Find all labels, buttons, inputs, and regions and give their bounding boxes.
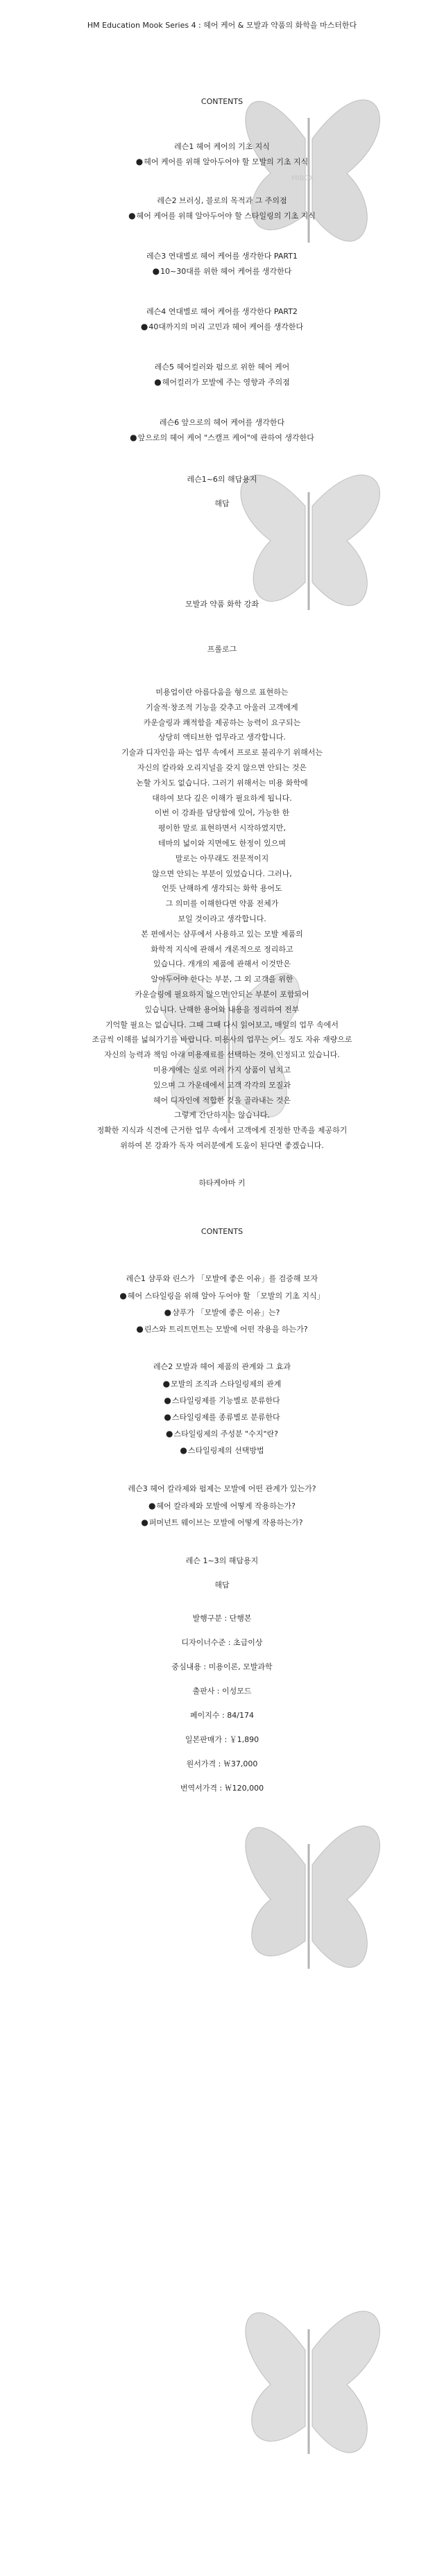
prologue-line: 기술과 디자인을 파는 업무 속에서 프로로 불리우기 위해서는: [121, 748, 323, 758]
book-info-line: 발행구분 : 단행본: [192, 1614, 252, 1623]
book-info-line: 번역서가격 : ￦120,000: [180, 1784, 264, 1793]
prologue-line: 알아두어야 한다는 부분, 그 외 고객을 위한: [151, 975, 293, 984]
author-name: 하타케야마 키: [198, 1178, 246, 1187]
prologue-line: 있습니다. 난해한 용어와 내용을 정리하여 전부: [144, 1004, 300, 1014]
prologue-line: 헤어 디자인에 적합한 것을 골라내는 것은: [153, 1095, 291, 1105]
lesson-subtitle: ● 스타일링제를 기능별로 분류한다: [0, 1395, 444, 1406]
lesson-subtitle: ● 스타일링제의 주성분 "수지"란?: [0, 1429, 444, 1439]
prologue-line: 미용업이란 아름다움을 형으로 표현하는: [155, 688, 289, 697]
prologue-line: 있으며 그 가운데에서 고객 각각의 모질과: [153, 1080, 291, 1090]
lesson-title: 레슨1 헤어 케어의 기초 지식: [174, 142, 270, 151]
prologue-line: 정확한 지식과 식견에 근거한 업무 속에서 고객에게 진정한 만족을 제공하기: [96, 1126, 348, 1135]
prologue-line: 카운슬링에 필요하지 않으면 안되는 부분이 포함되어: [135, 990, 309, 999]
lesson-subtitle: ● 40대까지의 머리 고민과 헤어 케어를 생각한다: [0, 322, 444, 332]
prologue-line: 기술적·창조적 기능을 갖추고 아울러 고객에게: [146, 702, 298, 712]
lesson-subtitle: ● 헤어 스타일링을 위해 알아 두어야 할 「모발의 기초 지식」: [0, 1291, 444, 1301]
book-info-line: 디자이너수준 : 초급이상: [181, 1638, 263, 1647]
answer-sheet-title: 레슨1~6의 해답용지: [187, 475, 257, 484]
prologue-line: 언뜻 난해하게 생각되는 화학 용어도: [162, 884, 282, 894]
contents-heading: CONTENTS: [200, 97, 244, 106]
prologue-line: 상당히 액티브한 업무라고 생각합니다.: [157, 733, 286, 742]
lesson-title: 레슨1 샴푸와 린스가 「모발에 좋은 이유」를 검증해 보자: [126, 1274, 318, 1283]
prologue-line: 테마의 넓이와 지면에도 한정이 있으며: [157, 839, 286, 848]
prologue-line: 이번 이 강좌를 담당함에 있어, 가능한 한: [154, 808, 290, 818]
lesson-subtitle: ● 헤어 케어를 위해 알아두어야 할 모발의 기초 지식: [0, 157, 444, 167]
lesson-title: 레슨2 브러싱, 블로의 목적과 그 주의점: [157, 196, 287, 205]
prologue-line: 조금씩 이해를 넓혀가기를 바랍니다. 미용사의 업무는 어느 정도 자유 재량으로: [92, 1035, 352, 1045]
prologue-line: 카운슬링과 쾌적함을 제공하는 능력이 요구되는: [143, 717, 301, 727]
prologue-line: 말로는 아무래도 전문적이지: [175, 853, 269, 863]
book-info-line: 페이지수 : 84/174: [190, 1711, 254, 1720]
course-title: 모발과 약품 화학 강좌: [185, 600, 259, 609]
lesson-subtitle: ● 린스와 트리트먼트는 모발에 어떤 작용을 하는가?: [0, 1324, 444, 1334]
book-info-line: 중심내용 : 미용이론, 모발과학: [171, 1662, 273, 1671]
lesson-subtitle: ● 헤어 케어를 위해 알아두어야 할 스타일링의 기초 지식: [0, 211, 444, 221]
prologue-line: 기억할 필요는 없습니다. 그때 그때 다시 읽어보고, 매일의 업무 속에서: [105, 1020, 339, 1029]
book-info-line: 출판사 : 이성모드: [192, 1687, 252, 1696]
butterfly-illustration-5: [208, 2246, 409, 2509]
butterfly-illustration-2: [208, 423, 409, 652]
lesson-subtitle: ● 모발의 조직과 스타일링제의 관계: [0, 1379, 444, 1389]
watermark-text: MIBOX: [291, 175, 314, 182]
prologue-line: 있습니다. 개개의 제품에 관해서 이것만은: [153, 959, 291, 969]
prologue-line: 보일 것이라고 생각합니다.: [178, 914, 266, 923]
lesson-subtitle: ● 10~30대를 위한 헤어 케어를 생각한다: [0, 266, 444, 277]
prologue-line: 논할 가치도 없습니다. 그러기 위해서는 미용 화학에: [136, 778, 308, 787]
lesson-title: 레슨5 헤어컬러와 펌으로 위한 헤어 케어: [154, 363, 290, 372]
prologue-line: 위하여 본 강좌가 독자 여러분에게 도움이 된다면 좋겠습니다.: [120, 1141, 324, 1150]
lesson-subtitle: ● 헤어컬러가 모발에 주는 영향과 주의점: [0, 377, 444, 388]
lesson-subtitle: ● 퍼머넌트 웨이브는 모발에 어떻게 작용하는가?: [0, 1517, 444, 1528]
lesson-subtitle: ● 스타일링제의 선택방법: [0, 1445, 444, 1456]
prologue-line: 그 의미를 이해한다면 약품 전체가: [165, 899, 279, 909]
book-info-line: 일본판매가 : ￥1,890: [185, 1735, 259, 1744]
book-series-title: HM Education Mook Series 4 : 헤어 케어 & 모발과 약품의 화학을 마스터한다: [87, 21, 357, 30]
prologue-line: 자신의 능력과 책임 아래 미용재료를 선택하는 것이 인정되고 있습니다.: [104, 1050, 340, 1060]
butterfly-illustration-4: [208, 1761, 409, 2024]
answer-sheet-sub: 해답: [214, 1581, 230, 1590]
answer-sheet-sub: 해답: [214, 499, 230, 508]
prologue-line: 않으면 안되는 부분이 있었습니다. 그러나,: [152, 869, 292, 878]
lesson-subtitle: ● 샴푸가 「모발에 좋은 이유」는?: [0, 1307, 444, 1318]
lesson-title: 레슨3 연대별로 헤어 케어를 생각한다 PART1: [146, 252, 298, 261]
prologue-line: 대하여 보다 깊은 이해가 필요하게 됩니다.: [152, 793, 292, 803]
lesson-subtitle: ● 앞으로의 헤어 케어 "스캘프 케어"에 관하여 생각한다: [0, 433, 444, 443]
prologue-line: 미용계에는 실로 여러 가지 상품이 넘치고: [153, 1065, 291, 1074]
prologue-line: 그렇게 간단하지는 않습니다.: [173, 1111, 270, 1120]
lesson-subtitle: ● 스타일링제를 종류별로 분류한다: [0, 1412, 444, 1422]
book-info-line: 원서가격 : ￦37,000: [186, 1759, 258, 1768]
prologue-line: 화학적 지식에 관해서 개론적으로 정리하고: [151, 944, 293, 954]
lesson-title: 레슨6 앞으로의 헤어 케어를 생각한다: [159, 418, 285, 427]
lesson-title: 레슨2 모발과 헤어 제품의 관계와 그 효과: [153, 1362, 291, 1371]
lesson-title: 레슨4 연대별로 헤어 케어를 생각한다 PART2: [146, 307, 298, 316]
contents-heading: CONTENTS: [200, 1227, 244, 1236]
lesson-subtitle: ● 헤어 칼라제와 모발에 어떻게 작용하는가?: [0, 1501, 444, 1511]
lesson-title: 레슨3 헤어 칼라제와 펌제는 모발에 어떤 관계가 있는가?: [128, 1484, 316, 1493]
prologue-line: 자신의 칼라와 오리지널을 갖지 않으면 안되는 것은: [137, 763, 307, 772]
prologue-line: 평이한 말로 표현하면서 시작하였지만,: [157, 824, 286, 833]
answer-sheet-title: 레슨 1~3의 해답용지: [185, 1556, 259, 1565]
prologue-heading: 프롤로그: [207, 645, 237, 654]
prologue-line: 본 편에서는 샴푸에서 사용하고 있는 모발 제품의: [141, 929, 303, 939]
